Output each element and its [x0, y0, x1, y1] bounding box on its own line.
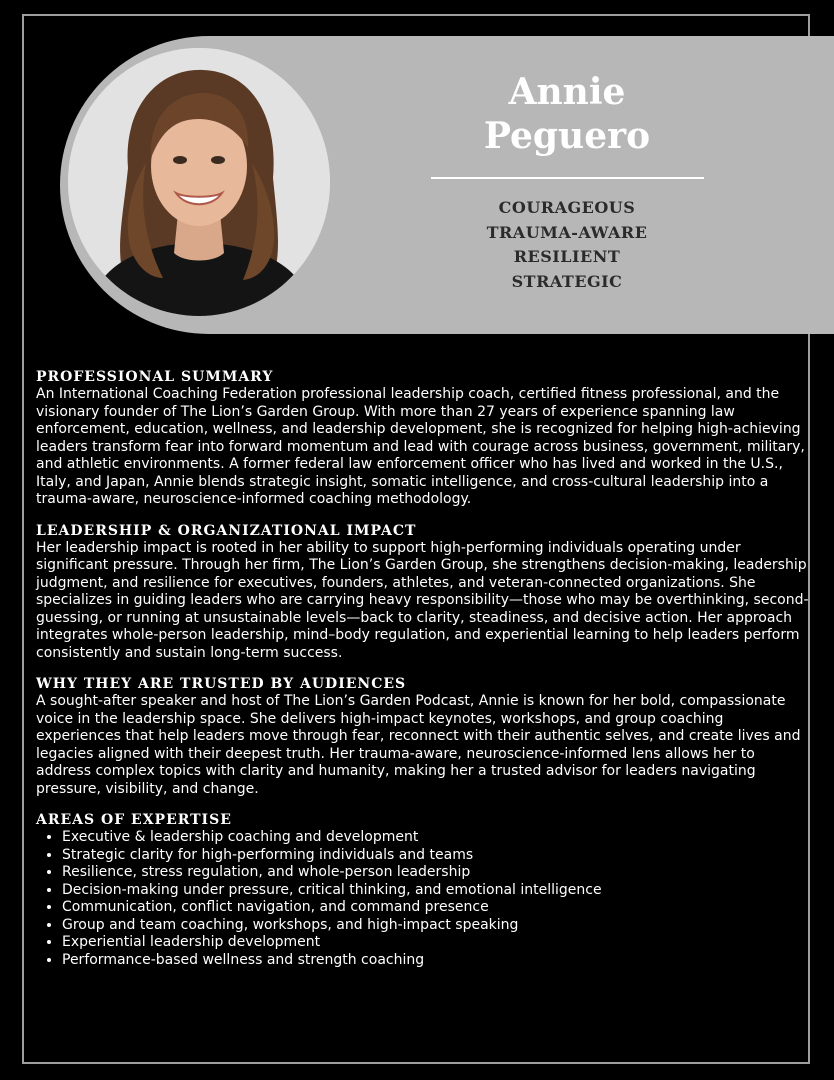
section-body: A sought-after speaker and host of The Lion’s Garden Podcast, Annie is known for her bold, compassionate voice in the leadership space. She delivers high-impact keynotes, workshops, and group coaching experiences that help leaders move through fear, reconnect with their authentic selves, and create lives and legacies aligned with their deepest truth. Her trauma-aware, neuroscience-informed lens allows her to address complex topics with clarity and humanity, making her a trusted advisor for leaders navigating pressure, visibility, and change. — [36, 693, 801, 797]
trait-list — [430, 196, 704, 294]
portrait-illustration — [68, 48, 330, 316]
list-item: • Decision-making under pressure, critical thinking, and emotional intelligence — [62, 882, 812, 900]
list-item: • Experiential leadership development — [62, 934, 812, 952]
profile-photo — [68, 48, 330, 316]
trait-item: STRATEGIC — [511, 271, 623, 291]
trait-item: RESILIENT — [513, 247, 621, 266]
section-body: An International Coaching Federation professional leadership coach, certified fitness professional, and the visionary founder of The Lion’s Garden Group. With more than 27 years of experience spanning law enforcement, education, wellness, and leadership development, she is recognized for helping high-achieving leaders transform fear into forward momentum and lead with courage across business, government, military, and athletic environments. A former federal law enforcement officer who has lived and worked in the U.S., Italy, and Japan, Annie blends strategic insight, somatic intelligence, and cross-cultural leadership into a trauma-aware, neuroscience-informed coaching methodology. — [36, 386, 805, 507]
section-heading: LEADERSHIP & ORGANIZATIONAL IMPACT — [36, 522, 417, 539]
list-item: • Performance-based wellness and strength coaching — [62, 952, 812, 970]
list-item: • Communication, conflict navigation, and command presence — [62, 899, 812, 917]
section-heading: WHY THEY ARE TRUSTED BY AUDIENCES — [36, 676, 407, 692]
bio-content — [36, 368, 812, 982]
professional-summary-section — [36, 368, 812, 509]
expertise-list — [36, 829, 812, 969]
list-item: • Executive & leadership coaching and development — [62, 829, 812, 847]
list-item: • Resilience, stress regulation, and whole-person leadership — [62, 864, 812, 882]
trait-item: TRAUMA-AWARE — [486, 222, 648, 242]
trait-item: COURAGEOUS — [498, 198, 636, 217]
name-first: Annie — [508, 71, 626, 113]
section-heading: AREAS OF EXPERTISE — [36, 812, 232, 828]
name-divider — [431, 177, 704, 179]
list-item: • Strategic clarity for high-performing individuals and teams — [62, 847, 812, 865]
list-item: • Group and team coaching, workshops, and high-impact speaking — [62, 917, 812, 935]
trusted-by-audiences-section — [36, 675, 812, 798]
section-heading: PROFESSIONAL SUMMARY — [36, 369, 274, 385]
name-last: Peguero — [483, 115, 651, 157]
section-body: Her leadership impact is rooted in her ability to support high-performing individuals operating under significant pressure. Through her firm, The Lion’s Garden Group, she strengthens decision-making, leadership judgment, and resilience for executives, founders, athletes, and veteran-connected organizations. She specializes in guiding leaders who are carrying heavy responsibility—those who may be overthinking, second-guessing, or running at unsustainable levels—back to clarity, steadiness, and decisive action. Her approach integrates whole-person leadership, mind–body regulation, and experiential learning to help leaders perform consistently and sustain long-term success. — [36, 539, 809, 661]
profile-name — [430, 70, 704, 158]
areas-of-expertise-section — [36, 811, 812, 969]
leadership-impact-section — [36, 522, 812, 663]
